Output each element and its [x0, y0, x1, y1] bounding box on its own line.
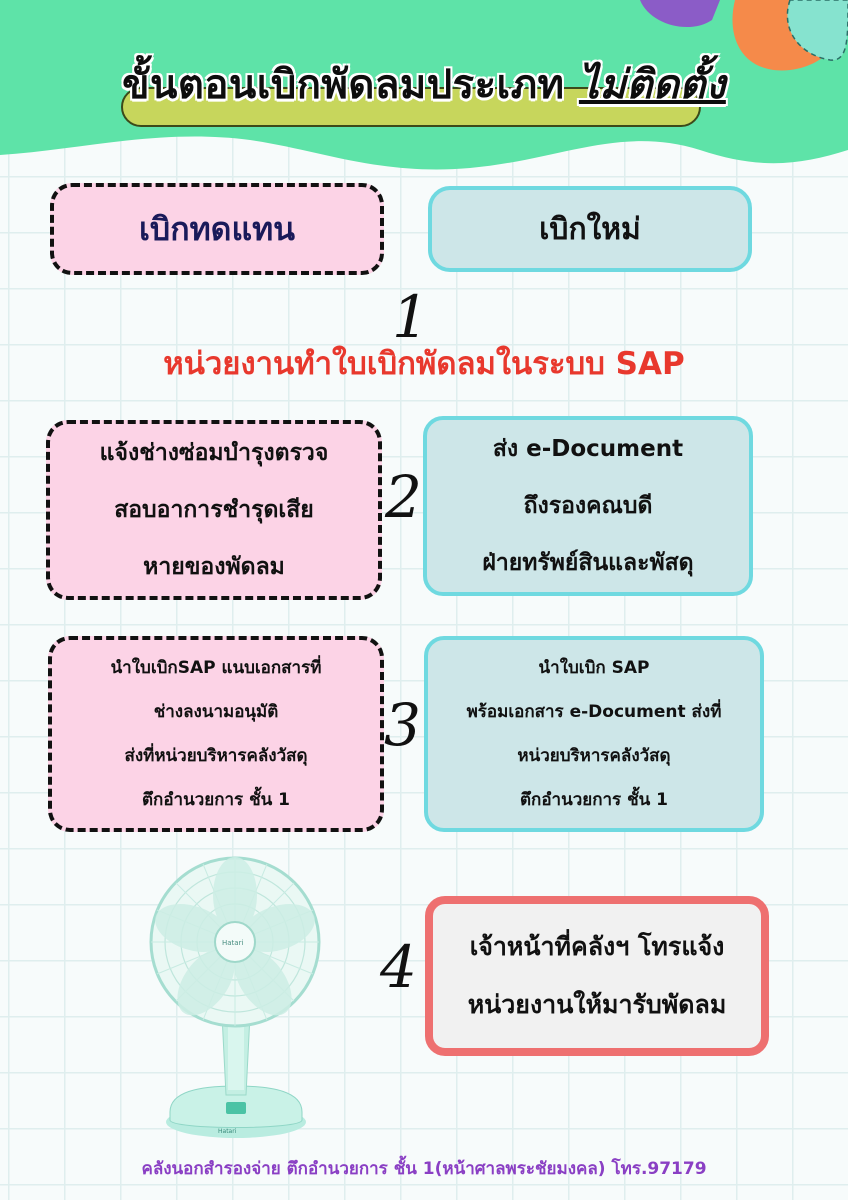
- step2-right-line: ถึงรองคณบดี: [523, 492, 653, 519]
- title-emphasis: ไม่ติดตั้ง: [578, 62, 726, 108]
- step4-line: หน่วยงานให้มารับพัดลม: [467, 990, 727, 1019]
- footer-contact: คลังนอกสำรองจ่าย ตึกอำนวยการ ชั้น 1(หน้าศาลพระชัยมงคล) โทร.97179: [141, 1159, 707, 1179]
- step3-left-line: นำใบเบิกSAP แนบเอกสารที่: [110, 658, 322, 678]
- step3-left-line: ส่งที่หน่วยบริหารคลังวัสดุ: [124, 746, 308, 766]
- fan-brand-base: Hatari: [218, 1128, 237, 1135]
- step3-left-line: ตึกอำนวยการ ชั้น 1: [141, 790, 290, 810]
- step3-right-line: ตึกอำนวยการ ชั้น 1: [519, 790, 668, 810]
- step3-right-line: หน่วยบริหารคลังวัสดุ: [517, 746, 671, 766]
- step2-left-line: แจ้งช่างซ่อมบำรุงตรวจ: [99, 439, 329, 466]
- step2-new-box: [423, 416, 753, 596]
- step4-line: เจ้าหน้าที่คลังฯ โทรแจ้ง: [469, 932, 725, 961]
- step2-left-line: หายของพัดลม: [143, 553, 285, 580]
- step-number-4: 4: [380, 933, 417, 1001]
- step2-right-line: ฝ่ายทรัพย์สินและพัสดุ: [482, 549, 694, 576]
- step3-left-line: ช่างลงนามอนุมัติ: [153, 702, 279, 722]
- step2-left-line: สอบอาการชำรุดเสีย: [114, 496, 314, 523]
- step4-box: [425, 896, 769, 1056]
- step3-replacement-box: [48, 636, 384, 832]
- step-number-3: 3: [384, 691, 421, 759]
- step3-new-box: [424, 636, 764, 832]
- step3-right-line: นำใบเบิก SAP: [538, 658, 650, 678]
- option-replacement-label: เบิกทดแทน: [138, 209, 296, 248]
- step3-right-line: พร้อมเอกสาร e-Document ส่งที่: [466, 702, 722, 722]
- step-number-2: 2: [385, 463, 422, 531]
- option-new: [428, 186, 752, 272]
- page-title: [0, 52, 848, 116]
- fan-brand-hub: Hatari: [222, 939, 244, 947]
- step2-right-line: ส่ง e-Document: [492, 435, 684, 462]
- option-replacement: [50, 183, 384, 275]
- option-new-label: เบิกใหม่: [539, 211, 641, 247]
- step-number-1: 1: [392, 283, 429, 351]
- step2-replacement-box: [46, 420, 382, 600]
- title-main: ขั้นตอนเบิกพัดลมประเภท: [122, 62, 579, 108]
- fan-illustration: [118, 850, 358, 1150]
- step1-text: หน่วยงานทำใบเบิกพัดลมในระบบ SAP: [163, 346, 685, 382]
